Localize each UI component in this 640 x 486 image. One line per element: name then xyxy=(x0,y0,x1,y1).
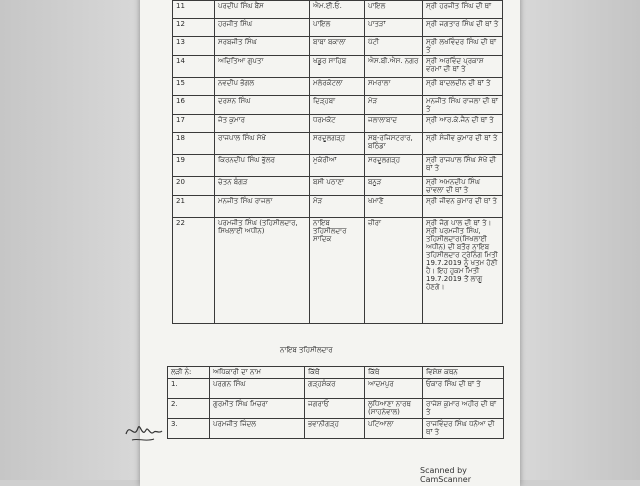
cell-to: ਬਨੂੜ xyxy=(365,177,423,196)
cell-to: ਸਰਦੂਲਗੜ੍ਹ xyxy=(365,155,423,177)
cell-sr: 11 xyxy=(173,1,215,19)
cell-to: ਮੋੜ xyxy=(365,96,423,115)
document-page xyxy=(140,0,520,486)
cell-sr: 16 xyxy=(173,96,215,115)
cell-remark: ਰਾਜੇਸ਼ ਕੁਮਾਰ ਅਹੀਰ ਦੀ ਥਾਂ ਤੇ xyxy=(423,399,504,419)
cell-sr: 12 xyxy=(173,19,215,37)
cell-to: ਪਾਇਲ xyxy=(365,1,423,19)
cell-name: ਪਰਮਜੀਤ ਜਿੰਦਲ xyxy=(210,419,305,439)
cell-name: ਕਿਰਨਦੀਪ ਸਿੰਘ ਭੁੱਲਰ xyxy=(215,155,310,177)
cell-remark: ਸ੍ਰੀ ਰਾਜਪਾਲ ਸਿੰਘ ਸੇਖੋਂ ਦੀ ਥਾਂ ਤੇ xyxy=(423,155,503,177)
table-header-row xyxy=(168,367,504,379)
cell-name: ਜੋਤ ਕੁਮਾਰ xyxy=(215,115,310,133)
cell-posted: ਧਰਮਕੋਟ xyxy=(310,115,365,133)
cell-sr: 1. xyxy=(168,379,210,399)
header-from: ਕਿੱਥੋਂ xyxy=(305,367,365,379)
cell-to: ਖਮਾਣੋਂ xyxy=(365,196,423,218)
table-row xyxy=(173,37,503,56)
cell-remark: ਸ੍ਰੀ ਜੀਵਨ ਕੁਮਾਰ ਦੀ ਥਾਂ ਤੇ xyxy=(423,196,503,218)
cell-remark: ਰਾਜਵਿੰਦਰ ਸਿੰਘ ਧਨੋਆ ਦੀ ਥਾਂ ਤੇ xyxy=(423,419,504,439)
cell-posted: ਮਲੇਰਕੋਟਲਾ xyxy=(310,78,365,96)
cell-to: ਪਟਿਆਲਾ xyxy=(365,419,423,439)
cell-posted: ਦਿੜ੍ਹਬਾ xyxy=(310,96,365,115)
cell-name: ਪਰਦੀਪ ਸਿੰਘ ਬੈਂਸ xyxy=(215,1,310,19)
background-right xyxy=(520,0,640,480)
cell-to: ਸਮਰਾਲਾ xyxy=(365,78,423,96)
cell-sr: 3. xyxy=(168,419,210,439)
cell-name: ਮਨਜੀਤ ਸਿੰਘ ਰਾਜਲਾ xyxy=(215,196,310,218)
cell-sr: 17 xyxy=(173,115,215,133)
cell-posted: ਖਡੂਰ ਸਾਹਿਬ xyxy=(310,56,365,78)
cell-sr: 20 xyxy=(173,177,215,196)
cell-sr: 22 xyxy=(173,218,215,324)
cell-remark: ਸ੍ਰੀ ਬਾਦਲਦੀਨ ਦੀ ਥਾਂ ਤੇ xyxy=(423,78,503,96)
cell-posted: ਬਸੀ ਪਠਾਣਾ xyxy=(310,177,365,196)
cell-posted: ਐਮ.ਈ.ਓ. xyxy=(310,1,365,19)
cell-name: ਹਰਜੀਤ ਸਿੰਘ xyxy=(215,19,310,37)
cell-remark: ਓਂਕਾਰ ਸਿੰਘ ਦੀ ਥਾਂ ਤੇ xyxy=(423,379,504,399)
cell-name: ਰਾਜਪਾਲ ਸਿੰਘ ਸੇਖੋਂ xyxy=(215,133,310,155)
cell-to: ਜਲਾਲਾਬਾਦ xyxy=(365,115,423,133)
cell-posted: ਮੁਕੇਰੀਆਂ xyxy=(310,155,365,177)
table-row xyxy=(173,177,503,196)
table-row xyxy=(173,115,503,133)
header-to: ਕਿੱਥੇ xyxy=(365,367,423,379)
cell-sr: 13 xyxy=(173,37,215,56)
signature-icon xyxy=(124,412,164,446)
section-title: ਨਾਇਬ ਤਹਿਸੀਲਦਾਰ xyxy=(280,346,333,354)
transfer-table-tehsildar xyxy=(172,0,503,324)
cell-remark: ਸ੍ਰੀ ਲਖਵਿੰਦਰ ਸਿੰਘ ਦੀ ਥਾਂ ਤੇ xyxy=(423,37,503,56)
transfer-table-naib-tehsildar xyxy=(167,366,504,439)
cell-sr: 2. xyxy=(168,399,210,419)
table-row xyxy=(173,196,503,218)
cell-posted: ਨਾਇਬ ਤਹਿਸੀਲਦਾਰ ਸਾਦਿਕ xyxy=(310,218,365,324)
table-row xyxy=(173,133,503,155)
cell-name: ਗੁਰਮੀਤ ਸਿੰਘ ਮਿਚਰਾ xyxy=(210,399,305,419)
table-row xyxy=(173,155,503,177)
table-row xyxy=(173,56,503,78)
header-remark: ਵਿਸ਼ੇਸ਼ ਕਥਨ xyxy=(423,367,504,379)
cell-posted: ਬਾਬਾ ਬਕਾਲਾ xyxy=(310,37,365,56)
cell-remark: ਸ੍ਰੀ ਹਰਜੀਤ ਸਿੰਘ ਦੀ ਥਾਂ xyxy=(423,1,503,19)
cell-to: ਪਾਤੜਾਂ xyxy=(365,19,423,37)
cell-remark: ਸ੍ਰੀ ਜਗਤਾਰ ਸਿੰਘ ਦੀ ਥਾਂ ਤੇ xyxy=(423,19,503,37)
cell-remark: ਸ੍ਰੀ ਜੋਗ ਪਾਲ ਦੀ ਥਾਂ ਤੇ। ਸ੍ਰੀ ਪਰਮਜੀਤ ਸਿੰਘ, ਤਹਿਸੀਲਦਾਰ(ਸਿਖਲਾਈ ਅਧੀਨ) ਦੀ ਬਤੌਰ ਨਾਇਬ ਤਹਿਸੀਲਦਾਰ ਟ੍ਰੇਨਿੰਗ ਮਿਤੀ 19.7.2019 ਨੂੰ ਖਤਮ ਹੋਣੀ ਹੈ। ਇਹ ਹੁਕਮ ਮਿਤੀ 19.7.2019 ਤੋਂ ਲਾਗੂ ਹੋਣਗੇ। xyxy=(423,218,503,324)
cell-posted: ਸਰਦੂਲਗੜ੍ਹ xyxy=(310,133,365,155)
table-row xyxy=(173,19,503,37)
table-row xyxy=(168,379,504,399)
header-sr: ਲੜੀ ਨੰ: xyxy=(168,367,210,379)
cell-posted: ਪਾਇਲ xyxy=(310,19,365,37)
cell-sr: 15 xyxy=(173,78,215,96)
cell-sr: 14 xyxy=(173,56,215,78)
cell-posted: ਮੋੜ xyxy=(310,196,365,218)
table-row xyxy=(168,419,504,439)
cell-remark: ਸ੍ਰੀ ਸੰਜੀਵ ਕੁਮਾਰ ਦੀ ਥਾਂ ਤੇ xyxy=(423,133,503,155)
table-row xyxy=(173,78,503,96)
cell-from: ਗੜ੍ਹਸ਼ੰਕਰ xyxy=(305,379,365,399)
cell-name: ਨਵਦੀਪ ਭੋਗਲ xyxy=(215,78,310,96)
header-name: ਅਧਿਕਾਰੀ ਦਾ ਨਾਮ xyxy=(210,367,305,379)
cell-sr: 19 xyxy=(173,155,215,177)
cell-to: ਪੱਟੀ xyxy=(365,37,423,56)
table-row xyxy=(173,96,503,115)
cell-remark: ਸ੍ਰੀ ਆਰ.ਕੇ.ਜੈਨ ਦੀ ਥਾਂ ਤੇ xyxy=(423,115,503,133)
cell-sr: 18 xyxy=(173,133,215,155)
cell-from: ਭਵਾਨੀਗੜ੍ਹ xyxy=(305,419,365,439)
cell-to: ਆਦਮਪੁਰ xyxy=(365,379,423,399)
cell-remark: ਸ੍ਰੀ ਅਮਨਦੀਪ ਸਿੰਘ ਚਾਵਲਾ ਦੀ ਥਾਂ ਤੇ xyxy=(423,177,503,196)
cell-to: ਸਬ-ਰਜਿਸਟਰਾਰ, ਬਠਿੰਡਾ xyxy=(365,133,423,155)
cell-remark: ਮਨਜੀਤ ਸਿੰਘ ਰਾਜਲਾ ਦੀ ਥਾਂ ਤੇ xyxy=(423,96,503,115)
table-row xyxy=(173,218,503,324)
scanner-footer: Scanned by CamScanner xyxy=(420,466,472,484)
background-left xyxy=(0,0,140,480)
cell-from: ਜਗਰਾਓਂ xyxy=(305,399,365,419)
cell-name: ਦਰਸ਼ਨ ਸਿੰਘ xyxy=(215,96,310,115)
cell-name: ਚੇਤਨ ਬੰਗੜ xyxy=(215,177,310,196)
cell-name: ਪਰਮਜੀਤ ਸਿੰਘ (ਤਹਿਸੀਲਦਾਰ, ਸਿਖਲਾਈ ਅਧੀਨ) xyxy=(215,218,310,324)
cell-to: ਲੁਧਿਆਣਾ ਨਾਰਥ (ਸਾਹਨੇਵਾਲ) xyxy=(365,399,423,419)
table-row xyxy=(173,1,503,19)
cell-to: ਜ਼ੀਰਾ xyxy=(365,218,423,324)
cell-name: ਅਦਿਤਿਆ ਗੁਪਤਾ xyxy=(215,56,310,78)
cell-name: ਪਰਗਨ ਸਿੰਘ xyxy=(210,379,305,399)
cell-to: ਐਸ.ਬੀ.ਐਸ. ਨਗਰ xyxy=(365,56,423,78)
cell-sr: 21 xyxy=(173,196,215,218)
cell-name: ਸਰਬਜੀਤ ਸਿੰਘ xyxy=(215,37,310,56)
table-row xyxy=(168,399,504,419)
cell-remark: ਸ੍ਰੀ ਅਰਵਿੰਦ ਪ੍ਰਕਾਸ਼ ਵਰਮਾਂ ਦੀ ਥਾਂ ਤੇ xyxy=(423,56,503,78)
